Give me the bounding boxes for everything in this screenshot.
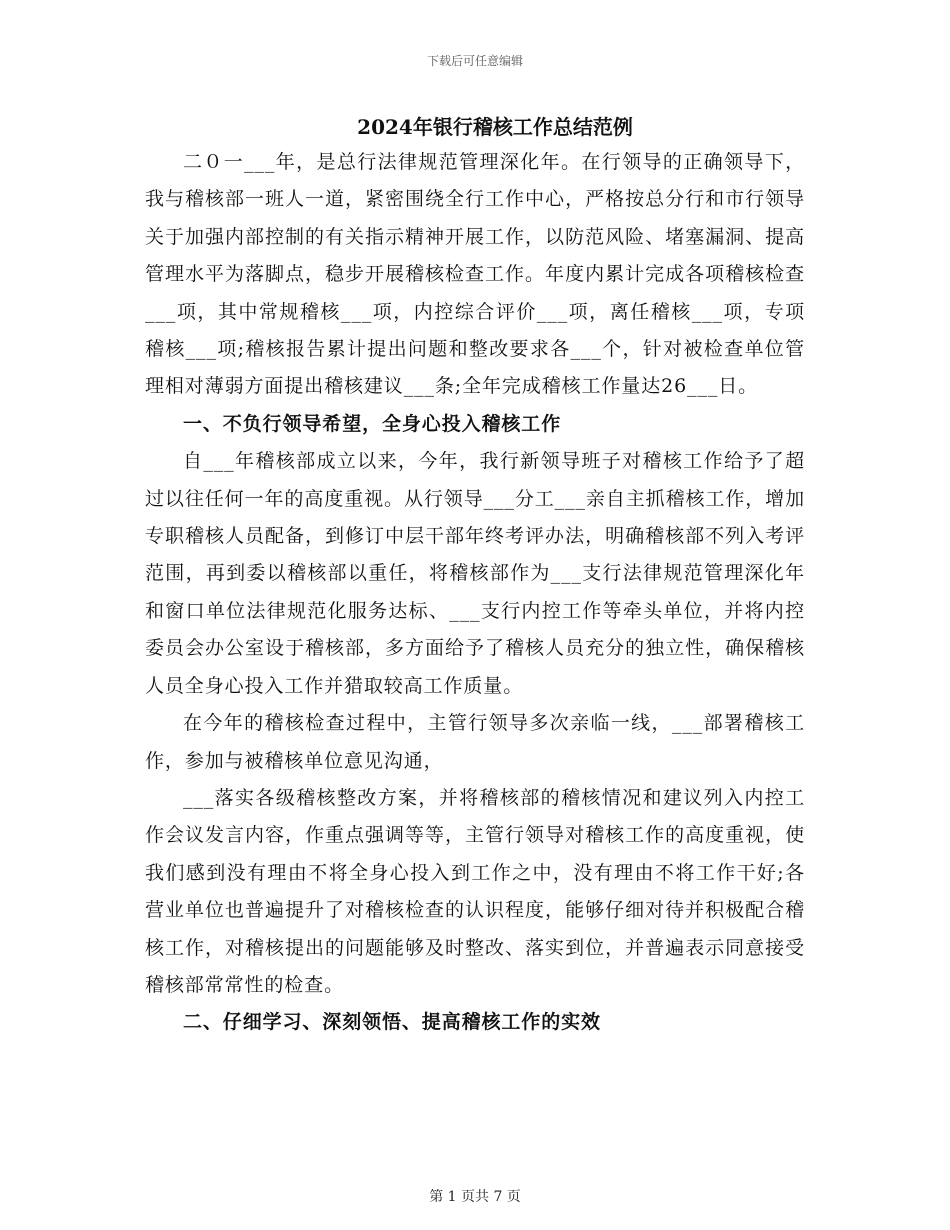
page-header-note: 下载后可任意编辑 <box>426 54 523 68</box>
document-body <box>145 112 805 1042</box>
paragraph-section1-a: 自___年稽核部成立以来，今年，我行新领导班子对稽核工作给予了超过以往任何一年的高度重视。从行领导___分工___亲自主抓稽核工作，增加专职稽核人员配备，到修订中层干部年终考评办法，明确稽核部不列入考评范围，再到委以稽核部以重任，将稽核部作为___支行法律规范管理深化年和窗口单位法律规范化服务达标、___支行内控工作等牵头单位，并将内控委员会办公室设于稽核部，多方面给予了稽核人员充分的独立性，确保稽核人员全身心投入工作并猎取较高工作质量。 <box>145 450 805 697</box>
paragraph-section1-c: ___落实各级稽核整改方案，并将稽核部的稽核情况和建议列入内控工作会议发言内容，作重点强调等等，主管行领导对稽核工作的高度重视，使我们感到没有理由不将全身心投入到工作之中，没有理由不将工作干好;各营业单位也普遍提升了对稽核检查的认识程度，能够仔细对待并积极配合稽核工作，对稽核提出的问题能够及时整改、落实到位，并普遍表示同意接受稽核部常常性的检查。 <box>145 786 805 996</box>
page-number-footer: 第 1 页共 7 页 <box>429 1189 521 1205</box>
paragraph-intro: 二０一___年，是总行法律规范管理深化年。在行领导的正确领导下，我与稽核部一班人一道，紧密围绕全行工作中心，严格按总分行和市行领导关于加强内部控制的有关指示精神开展工作，以防范风险、堵塞漏洞、提高管理水平为落脚点，稳步开展稽核检查工作。年度内累计完成各项稽核检查___项，其中常规稽核___项，内控综合评价___项，离任稽核___项，专项稽核___项;稽核报告累计提出问题和整改要求各___个，针对被检查单位管理相对薄弱方面提出稽核建议___条;全年完成稽核工作量达26___日。 <box>145 151 805 398</box>
document-title: 2024年银行稽核工作总结范例 <box>357 115 633 139</box>
paragraph-section1-b: 在今年的稽核检查过程中，主管行领导多次亲临一线，___部署稽核工作，参加与被稽核单位意见沟通， <box>145 712 805 772</box>
section-heading-1: 一、不负行领导希望，全身心投入稽核工作 <box>183 412 562 435</box>
section-heading-2: 二、仔细学习、深刻领悟、提高稽核工作的实效 <box>183 1011 601 1034</box>
